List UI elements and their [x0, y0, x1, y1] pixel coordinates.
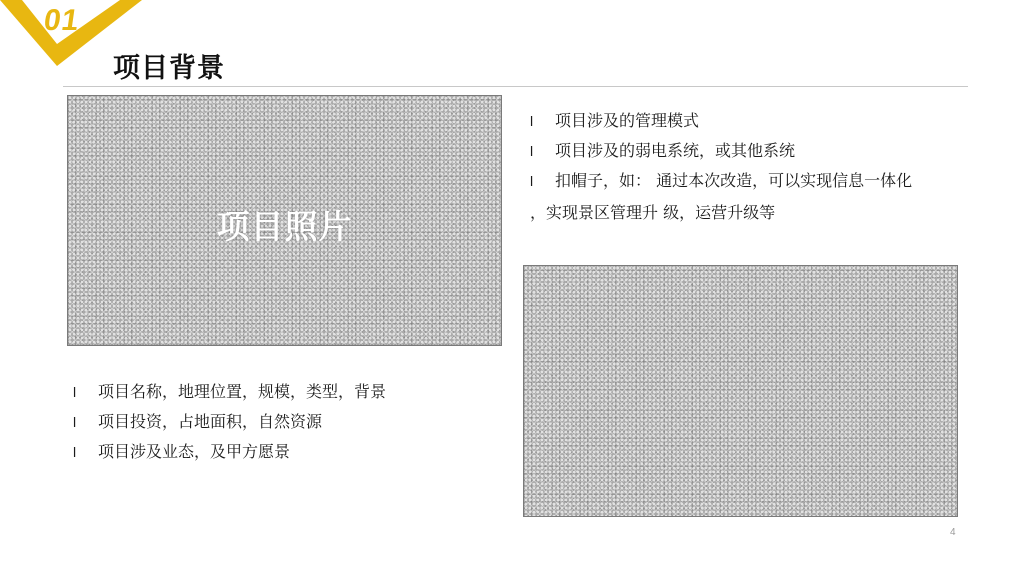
list-item-text: 项目涉及业态，及甲方愿景 — [98, 442, 291, 461]
right-bullet-list — [530, 106, 970, 196]
bullet-icon: l — [73, 444, 77, 460]
list-item — [530, 166, 970, 196]
left-bullet-list — [73, 377, 493, 467]
page-number: 4 — [950, 527, 956, 538]
page-title: 项目背景 — [113, 53, 225, 84]
photo-placeholder-main — [67, 95, 502, 346]
title-divider — [63, 86, 968, 87]
bullet-icon: l — [73, 384, 77, 400]
list-item — [73, 377, 493, 407]
list-item-text: 扣帽子，如： 通过本次改造，可以实现信息一体化 — [555, 171, 913, 190]
list-item-text: 项目涉及的弱电系统，或其他系统 — [555, 141, 796, 160]
list-item-text: 项目涉及的管理模式 — [555, 111, 700, 130]
photo-placeholder-label: 项目照片 — [216, 207, 353, 246]
list-item-text: 项目名称，地理位置，规模，类型，背景 — [98, 382, 387, 401]
list-item — [530, 106, 970, 136]
list-item-text: 项目投资，占地面积，自然资源 — [98, 412, 323, 431]
list-item-continuation: ，实现景区管理升 级，运营升级等 — [530, 203, 776, 222]
bullet-icon: l — [530, 173, 534, 189]
bullet-icon: l — [73, 414, 77, 430]
bullet-icon: l — [530, 143, 534, 159]
section-number: 01 — [41, 4, 82, 37]
list-item — [530, 136, 970, 166]
list-item — [73, 407, 493, 437]
list-item — [73, 437, 493, 467]
photo-placeholder-side — [523, 265, 958, 517]
bullet-icon: l — [530, 113, 534, 129]
